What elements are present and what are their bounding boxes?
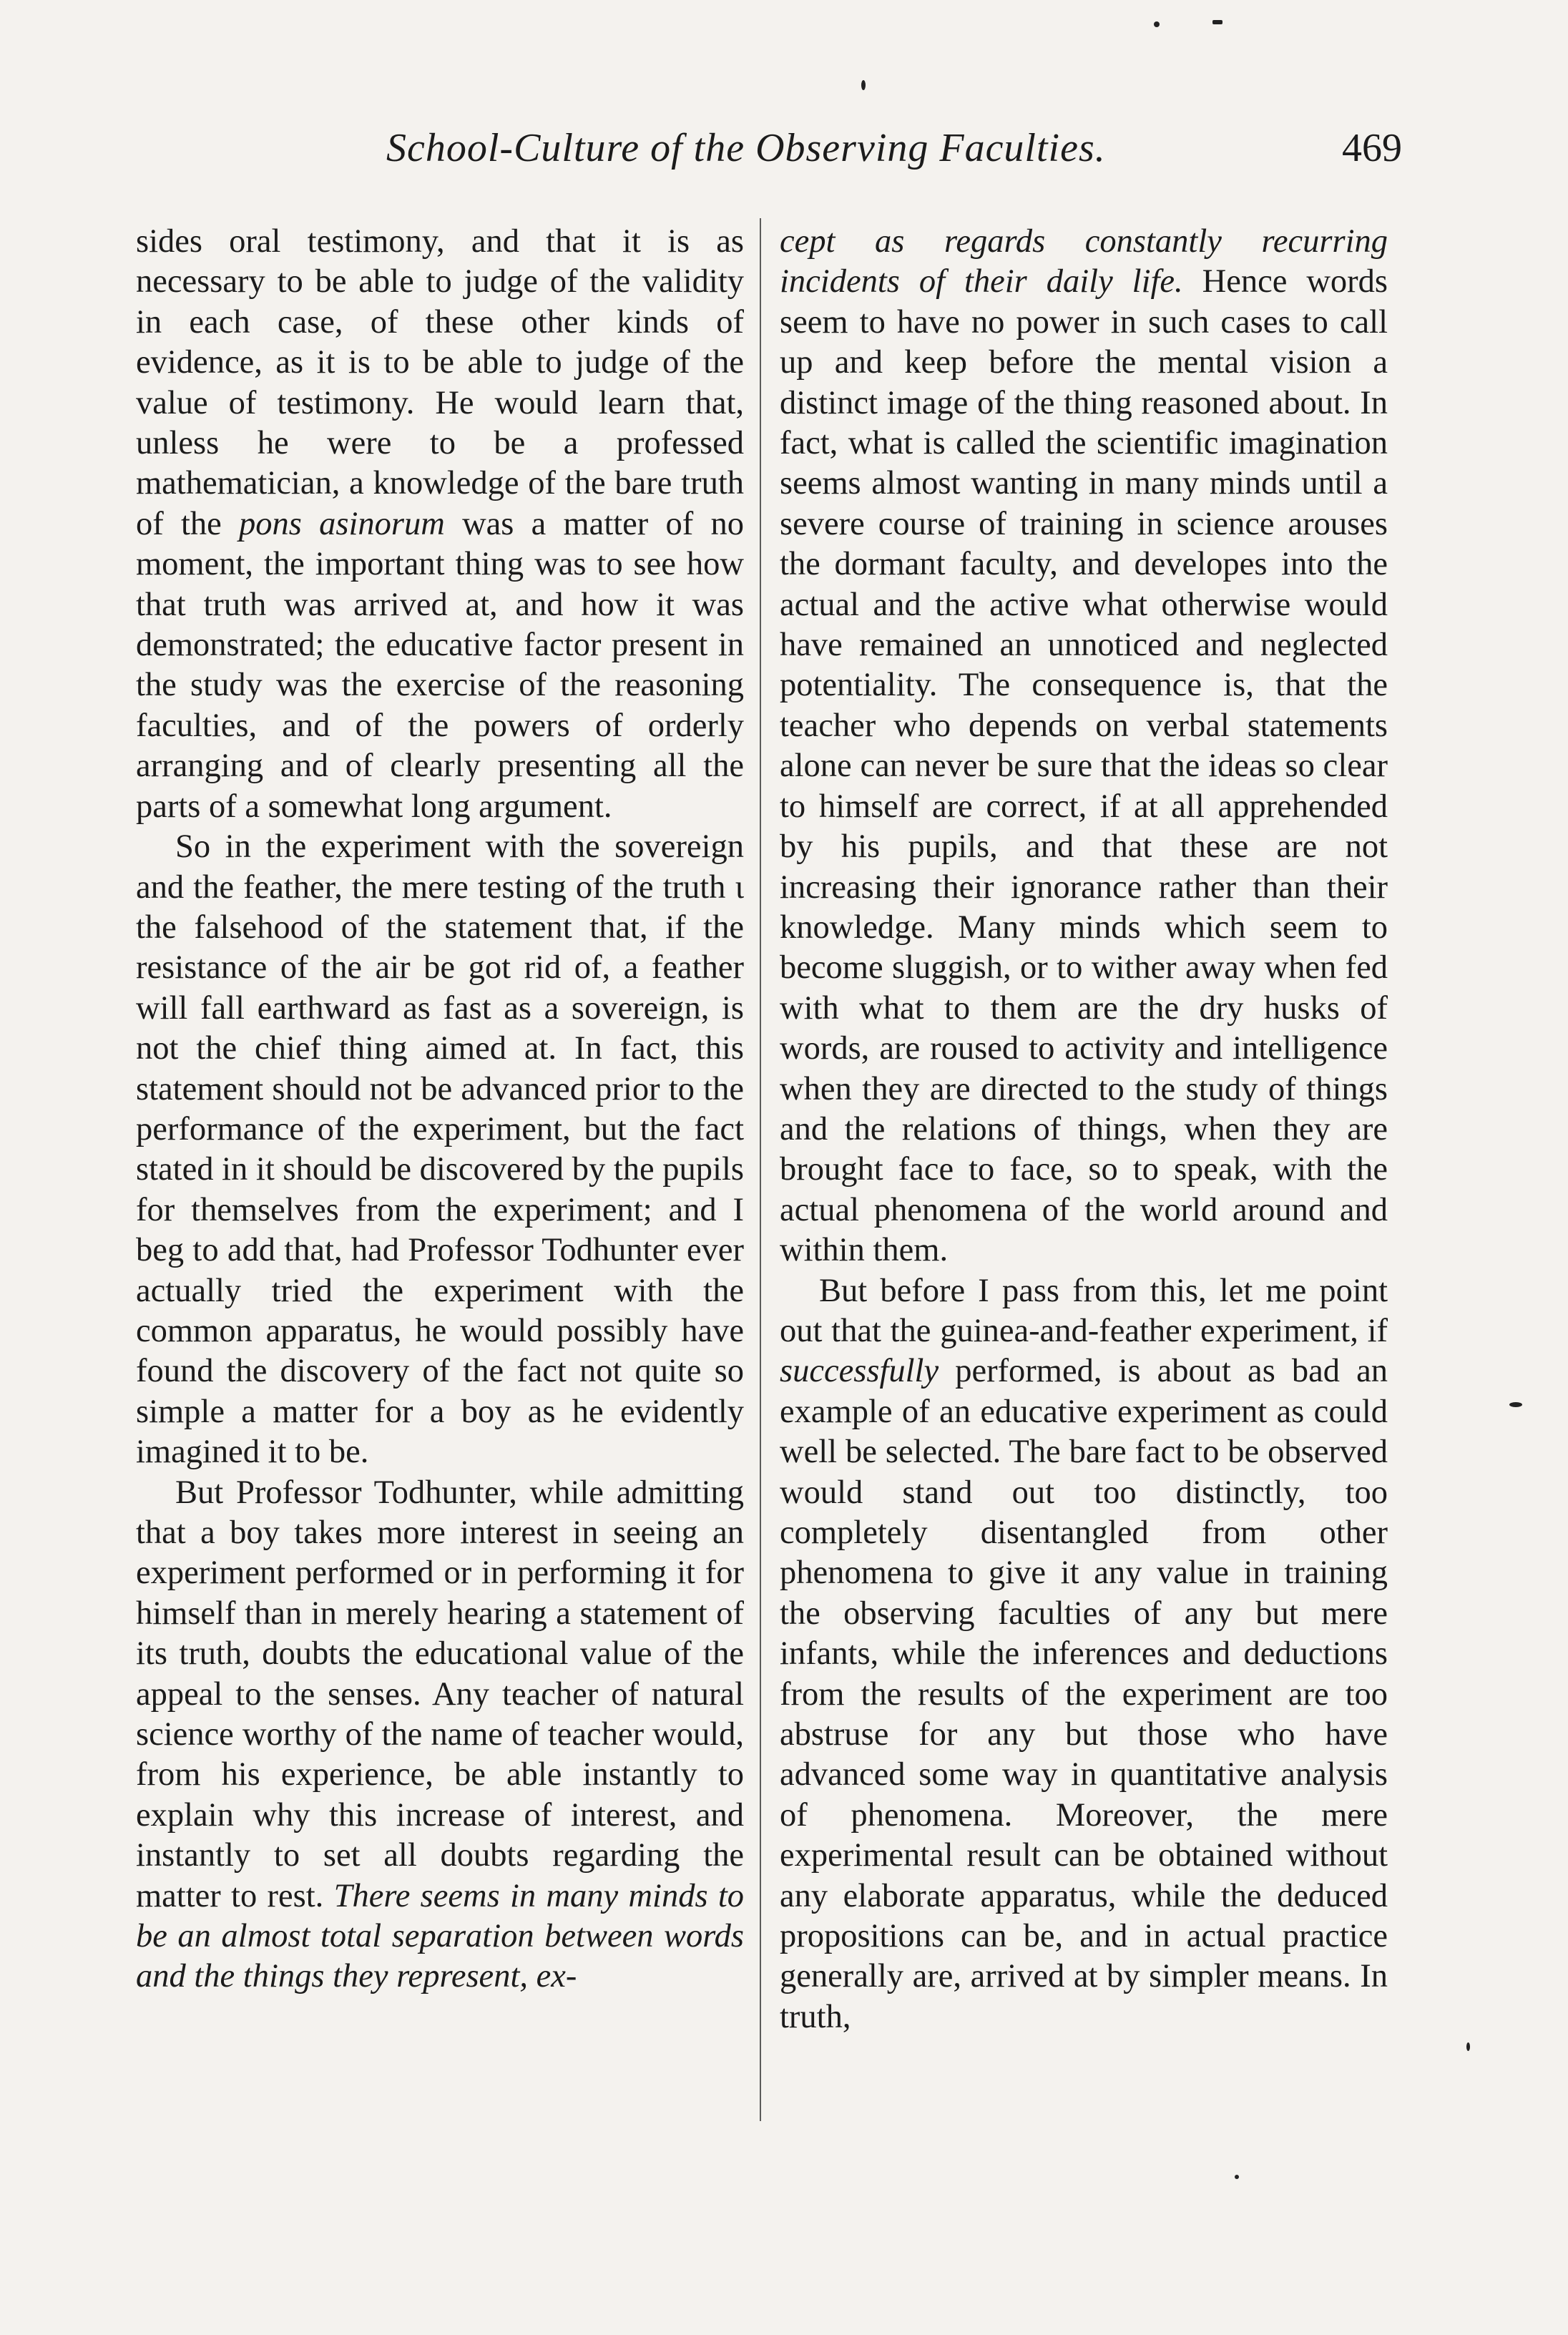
print-speck (861, 80, 866, 90)
page-header (136, 125, 1402, 182)
print-speck (1212, 20, 1222, 24)
print-speck (1154, 21, 1160, 27)
paragraph-text: But Professor Todhunter, while admitting that a boy takes more interest in seeing an experiment performed or in performing it for himself than in merely hearing a statement of its truth, doubts the educational value of the appeal to the senses. Any teacher of natural science worthy of the name of teacher would, from his experience, be able instantly to explain why this increase of interest, and instantly to set all doubts regarding the matter to rest. (136, 1474, 744, 1914)
column-divider (760, 218, 761, 2121)
print-speck (1235, 2175, 1239, 2179)
left-column (136, 222, 744, 1997)
paragraph-text: But before I pass from this, let me point out that the guinea-and-feather experiment, if (780, 1272, 1388, 1349)
paragraph (136, 1473, 744, 1997)
paragraph: So in the experiment with the sovereign and the feather, the mere testing of the truth ι the falsehood of the statement that, if the resistance of the air be got rid of, a feather will fall earthward as fast as a sovereign, is not the chief thing aimed at. In fact, this statement should not be advanced prior to the performance of the experiment, but the fact stated in it should be discovered by the pupils for themselves from the experiment; and I beg to add that, had Professor Todhunter ever actually tried the experiment with the common apparatus, he would possibly have found the discovery of the fact not quite so simple a matter for a boy as he evidently imagined it to be. (136, 828, 744, 1471)
paragraph-text: sides oral testimony, and that it is as necessary to be able to judge of the validity in each case, of these other kinds of evidence, as it is to be able to judge of the value of testimony. He would learn that, unless he were to be a professed mathematician, a knowledge of the bare truth of the (136, 223, 744, 542)
paragraph (780, 1271, 1388, 2038)
paragraph-text: was a matter of no moment, the important thing was to see how that truth was arrived at, and how it was demonstrated; the educative factor present in the study was the exercise of the reasoning faculties, and of the powers of orderly arranging and of clearly presenting all the parts of a somewhat long argument. (136, 505, 745, 825)
right-column (780, 222, 1388, 2037)
running-title: School-Culture of the Observing Faculties. (386, 126, 1106, 170)
paragraph (780, 222, 1388, 1271)
print-speck (1509, 1402, 1522, 1407)
italic-phrase: There seems in many minds to be an almost total separation between words and the things they represent, ex- (136, 1877, 745, 1995)
italic-phrase: pons asinorum (239, 505, 445, 542)
paragraph-text: performed, is about as bad an example of an educative experiment as could well be selected. The bare fact to be observed would stand out too distinctly, too completely disentangled from other phenomena to give it any value in training the observing faculties of any but mere infants, while the inferences and deductions from the results of the experiment are too abstruse for any but those who have advanced some way in quantitative analysis of phenomena. Moreover, the mere experimental result can be obtained without any elaborate apparatus, while the deduced propositions can be, and in actual practice generally are, arrived at by simpler means. In truth, (780, 1353, 1388, 2035)
italic-phrase: successfully (780, 1353, 939, 1390)
print-speck (1466, 2042, 1470, 2051)
paragraph-text: Hence words seem to have no power in such cases to call up and keep before the mental vision a distinct image of the thing reasoned about. In fact, what is called the scientific imagination seems almost wanting in many minds until a severe course of training in science arouses the dormant faculty, and developes into the actual and the active what otherwise would have remained an unnoticed and neglected potentiality. The consequence is, that the teacher who depends on verbal statements alone can never be sure that the ideas so clear to himself are correct, if at all apprehended by his pupils, and that these are not increasing their ignorance rather than their knowledge. Many minds which seem to become sluggish, or to wither away when fed with what to them are the dry husks of words, are roused to activity and intelligence when they are directed to the study of things and the relations of things, when they are brought face to face, so to speak, with the actual phenomena of the world around and within them. (780, 263, 1388, 1269)
italic-phrase: cept as regards constantly recurring incidents of their daily life. (780, 223, 1388, 300)
paragraph (136, 222, 744, 827)
page-number: 469 (1342, 126, 1402, 170)
